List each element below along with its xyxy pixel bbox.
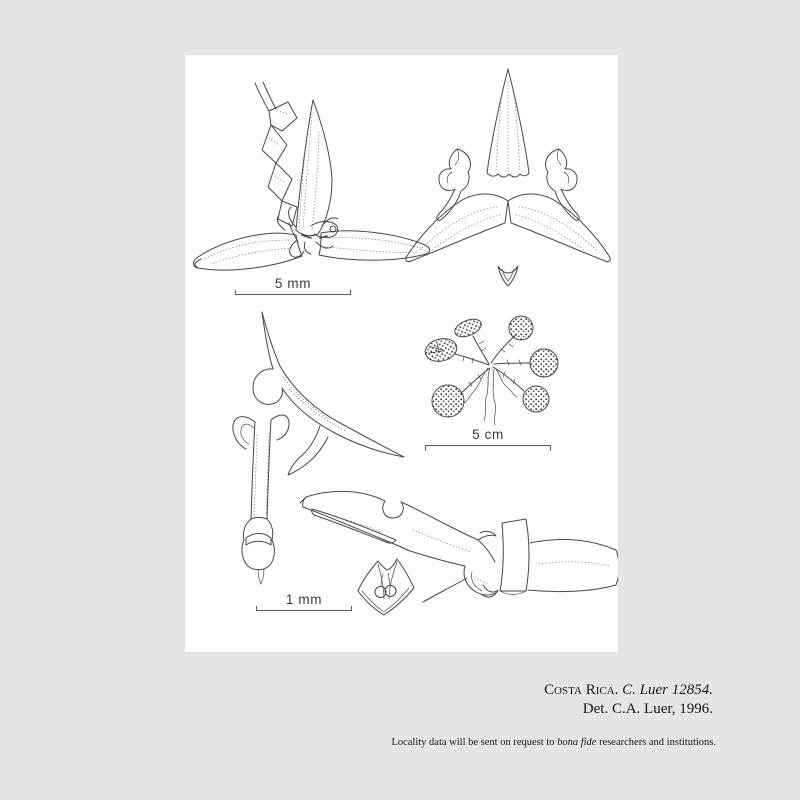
- scale-bar-5cm-line: [425, 445, 551, 446]
- scale-bar-5mm-line: [235, 294, 351, 295]
- plant-habit-figure: [415, 313, 575, 433]
- scale-bar-5mm-label: 5 mm: [274, 276, 312, 291]
- lip-expanded-figure: [353, 548, 428, 620]
- footnote-bona-fide: bona fide: [557, 737, 597, 748]
- column-ovary-side-view-figure: [295, 480, 618, 610]
- scale-bar-1mm-label: 1 mm: [285, 592, 323, 607]
- scale-bar-5cm: [425, 427, 551, 446]
- caption-country: Costa Rica.: [544, 682, 619, 698]
- footnote-text-end: researchers and institutions.: [599, 737, 716, 748]
- scale-bar-5mm: [235, 276, 351, 295]
- flower-parts-dissection-figure: [398, 60, 618, 295]
- scale-bar-1mm: [256, 592, 352, 611]
- caption-line-determination: Det. C.A. Luer, 1996.: [582, 701, 713, 717]
- locality-footnote: [391, 737, 716, 748]
- botanical-plate-page: [185, 55, 618, 652]
- determination-caption: [544, 681, 713, 719]
- footnote-text-start: Locality data will be sent on request to: [391, 737, 555, 748]
- scale-bar-5cm-label: 5 cm: [472, 427, 504, 442]
- scale-bar-1mm-line: [256, 610, 352, 611]
- caption-collection-number: C. Luer 12854.: [622, 682, 713, 698]
- caption-line-locality: [544, 681, 713, 700]
